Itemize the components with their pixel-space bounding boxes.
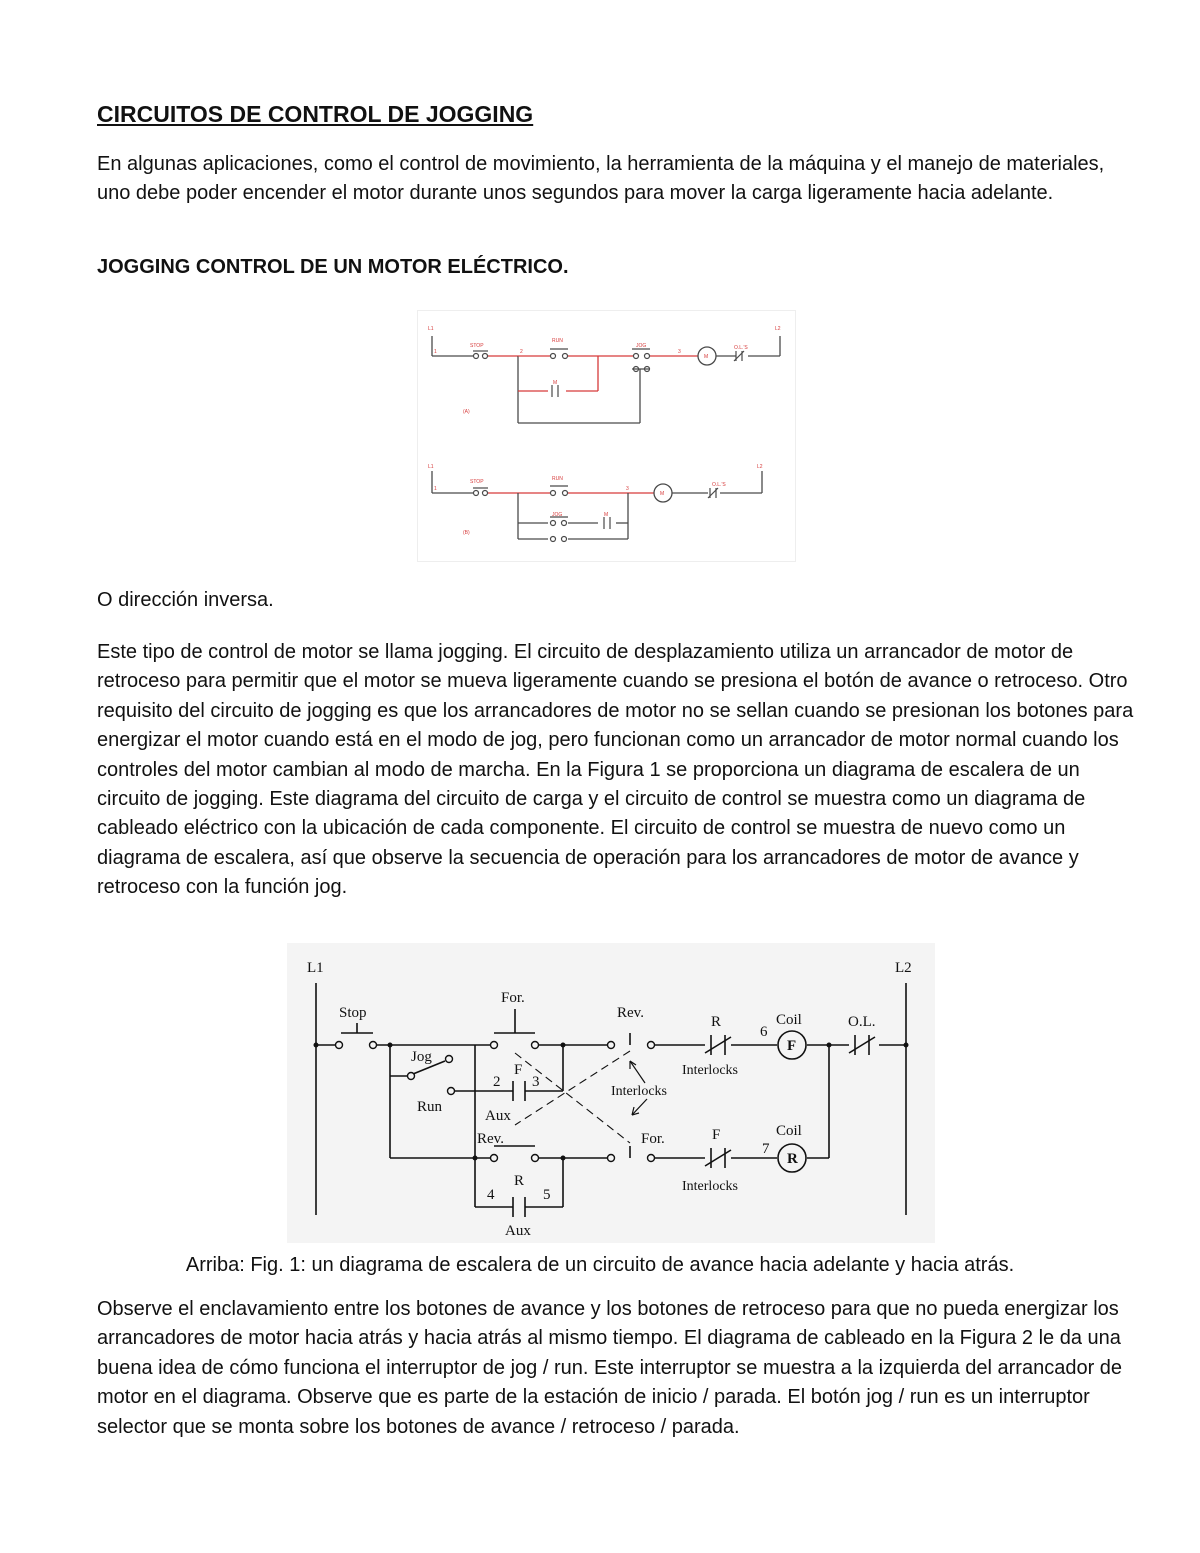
label-m-b: M — [660, 491, 665, 497]
ladder-label-n3: 3 — [532, 1074, 540, 1090]
ladder-label-coil-bottom: Coil — [776, 1123, 802, 1139]
label-n3-b: 3 — [626, 486, 629, 492]
label-stop-a: STOP — [470, 343, 484, 349]
ladder-label-aux-top: Aux — [485, 1108, 511, 1124]
small-contacts — [473, 349, 744, 542]
label-run-a: RUN — [552, 338, 563, 344]
ladder-label-l1: L1 — [307, 960, 324, 976]
ladder-label-r-aux: R — [514, 1173, 525, 1189]
ladder-label-n6: 6 — [760, 1024, 768, 1040]
ladder-label-run: Run — [417, 1099, 443, 1115]
label-l1-a: L1 — [428, 326, 434, 332]
label-run-b: RUN — [552, 476, 563, 482]
ladder-label-n5: 5 — [543, 1187, 551, 1203]
ladder-label-f-aux: F — [514, 1062, 523, 1078]
label-n3-a: 3 — [678, 349, 681, 355]
label-b: (B) — [463, 530, 470, 536]
ladder-label-interlocks-bottom: Interlocks — [682, 1179, 738, 1194]
label-l2-b: L2 — [757, 464, 763, 470]
ladder-label-r-contact: R — [711, 1014, 722, 1030]
ladder-label-for-top: For. — [501, 990, 525, 1006]
jogging-circuit-diagram — [418, 311, 795, 561]
ladder-label-f-contact: F — [712, 1127, 721, 1143]
label-l1-b: L1 — [428, 464, 434, 470]
ladder-label-ol: O.L. — [848, 1014, 876, 1030]
ladder-label-jog: Jog — [411, 1049, 432, 1065]
jogging-circuit-figure — [417, 310, 796, 562]
section-heading: JOGGING CONTROL DE UN MOTOR ELÉCTRICO. — [97, 256, 569, 278]
ladder-label-interlocks-mid: Interlocks — [611, 1084, 667, 1099]
label-stop-b: STOP — [470, 479, 484, 485]
ladder-label-aux-bottom: Aux — [505, 1223, 531, 1239]
ladder-label-f-coil: F — [787, 1038, 797, 1054]
ladder-junctions — [314, 1043, 909, 1161]
label-ol-a: O.L.'S — [734, 345, 748, 351]
label-m-aux-b: M — [604, 512, 609, 518]
ladder-label-coil-top: Coil — [776, 1012, 802, 1028]
ladder-label-n2: 2 — [493, 1074, 501, 1090]
label-n1-b: 1 — [434, 486, 437, 492]
ladder-label-n4: 4 — [487, 1187, 495, 1203]
circuit-a — [432, 336, 780, 423]
ladder-label-interlocks-top: Interlocks — [682, 1063, 738, 1078]
label-jog-a: JOG — [636, 343, 647, 349]
ladder-wiring — [316, 983, 906, 1217]
ladder-diagram-figure — [287, 943, 935, 1243]
label-m-a: M — [704, 354, 709, 360]
ladder-label-n7: 7 — [762, 1141, 770, 1157]
body-paragraph: Este tipo de control de motor se llama jogging. El circuito de desplazamiento utiliza un arrancador de motor de retroceso para permitir que el motor se mueva ligeramente cuando se presiona el botón de avance o retroceso. Otro requisito del circuito de jogging es que los arrancadores de motor no se sellan cuando se presionan los botones para energizar el motor cuando está en el modo de jog, pero funcionan como un arrancador de motor normal cuando los controles del motor cambian al modo de marcha. En la Figura 1 se proporciona un diagrama de escalera de un circuito de jogging. Este diagrama del circuito de carga y el circuito de control se muestra como un diagrama de cableado eléctrico con la ubicación de cada componente. El circuito de control se muestra de nuevo como un diagrama de escalera, así que observe la secuencia de operación para los arrancadores de motor de avance y retroceso con la función jog. — [97, 641, 1134, 899]
after-figure-text: O dirección inversa. — [97, 589, 274, 611]
ladder-label-rev-top: Rev. — [617, 1005, 644, 1021]
label-jog-b: JOG — [552, 512, 563, 518]
ladder-label-r-coil: R — [787, 1151, 798, 1167]
label-m-aux-a: M — [553, 380, 558, 386]
page-title: CIRCUITOS DE CONTROL DE JOGGING — [97, 101, 534, 127]
label-n1-a: 1 — [434, 349, 437, 355]
ladder-label-for-bottom: For. — [641, 1131, 665, 1147]
label-l2-a: L2 — [775, 326, 781, 332]
closing-paragraph: Observe el enclavamiento entre los botones de avance y los botones de retroceso para que no pueda energizar los arrancadores de motor hacia atrás y hacia atrás al mismo tiempo. El diagrama de cableado en la Figura 2 le da una buena idea de cómo funciona el interruptor de jog / run. Este interruptor se muestra a la izquierda del arrancador de motor en el diagrama. Observe que es parte de la estación de inicio / parada. El botón jog / run es un interruptor selector que se monta sobre los botones de avance / retroceso / parada. — [97, 1298, 1123, 1438]
figure-caption: Arriba: Fig. 1: un diagrama de escalera de un circuito de avance hacia adelante y hacia atrás. — [185, 1254, 1015, 1276]
label-a: (A) — [463, 409, 470, 415]
label-ol-b: O.L.'S — [712, 482, 726, 488]
ladder-label-stop: Stop — [339, 1005, 367, 1021]
ladder-label-l2: L2 — [895, 960, 912, 976]
intro-paragraph: En algunas aplicaciones, como el control de movimiento, la herramienta de la máquina y el manejo de materiales, uno debe poder encender el motor durante unos segundos para mover la carga ligeramente hacia adelante. — [97, 153, 1105, 205]
forward-reverse-ladder-diagram — [287, 943, 935, 1243]
ladder-label-rev-bottom: Rev. — [477, 1131, 504, 1147]
label-n2-a: 2 — [520, 349, 523, 355]
